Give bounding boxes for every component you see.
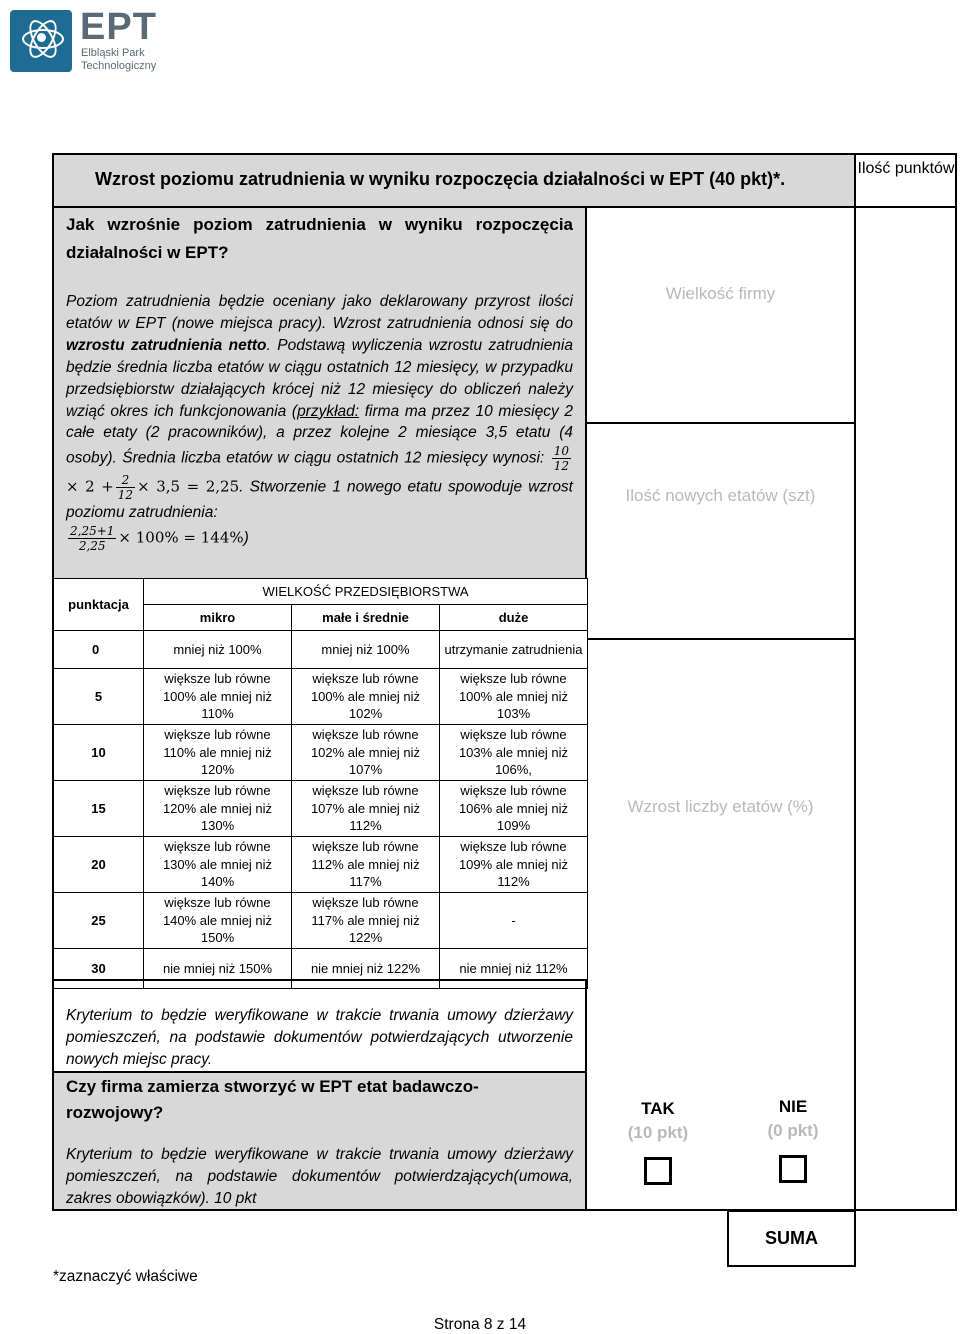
fraction-2-12: $\frac{2}{12}$	[117, 473, 134, 503]
example-label: przykład:	[297, 402, 360, 420]
criterion-employment: Kryterium to będzie weryfikowane w trakcie trwania umowy dzierżawy pomieszczeń, na podstawie dokumentów potwierdzających utworzenie nowych miejsc pracy.	[53, 979, 587, 1071]
table-row: 20 większe lub równe 130% ale mniej niż 140% większe lub równe 112% ale mniej niż 117% większe lub równe 109% ale mniej niż 112%	[54, 837, 588, 893]
table-row: 10 większe lub równe 110% ale mniej niż 120% większe lub równe 102% ale mniej niż 107% większe lub równe 103% ale mniej niż 106%,	[54, 725, 588, 781]
logo-subtitle: Elbląski Park Technologiczny	[81, 47, 157, 72]
new-jobs-placeholder: Ilość nowych etatów (szt)	[625, 486, 816, 505]
table-row: 0 mniej niż 100% mniej niż 100% utrzymanie zatrudnienia	[54, 631, 588, 669]
yes-checkbox[interactable]	[644, 1157, 672, 1185]
company-size-field[interactable]	[587, 208, 856, 424]
question-description: Poziom zatrudnienia będzie oceniany jako deklarowany przyrost ilości etatów w EPT (nowe miejsca pracy). Wzrost zatrudnienia odnosi się do wzrostu zatrudnienia netto. Podstawą wyliczenia wzrostu zatrudnienia będzie średnia liczba etatów w ciągu ostatnich 12 miesięcy, w przypadku przedsiębiorstw działających krócej niż 12 miesięcy do obliczeń należy wziąć okres ich funkcjonowania (przykład: firma ma przez 10 miesięcy 2 całe etaty (2 pracowników), a przez kolejne 2 miesiące 3,5 etatu (4 osoby). Średnia liczba etatów w ciągu ostatnich 12 miesięcy wynosi: $\frac{10}{12}$ × 2 + $\frac{2}{12}$ × 3,5 = 2,25. Stworzenie 1 nowego etatu spowoduje wzrost poziomu zatrudnienia: $\frac{2,25+1}{2,25}$ × 100% = 144%)	[66, 293, 573, 554]
yes-points: (10 pkt)	[627, 1123, 689, 1142]
sum-box: SUMA	[727, 1210, 856, 1267]
company-size-placeholder: Wielkość firmy	[665, 284, 776, 303]
rnd-criterion: Kryterium to będzie weryfikowane w trakcie trwania umowy dzierżawy pomieszczeń, na podstawie dokumentów potwierdzających(umowa, zakres obowiązków). 10 pkt	[66, 1146, 573, 1207]
question-title: Jak wzrośnie poziom zatrudnienia w wyniku rozpoczęcia działalności w EPT?	[66, 215, 573, 262]
growth-percent-placeholder: Wzrost liczby etatów (%)	[627, 797, 814, 816]
rnd-question-title: Czy firma zamierza stworzyć w EPT etat badawczo-rozwojowy?	[66, 1077, 479, 1122]
ept-logo-icon	[10, 10, 72, 72]
table-row: 25 większe lub równe 140% ale mniej niż 150% większe lub równe 117% ale mniej niż 122% -	[54, 893, 588, 949]
points-column-header: Ilość punktów	[856, 154, 956, 208]
table-row: 30 nie mniej niż 150% nie mniej niż 122% nie mniej niż 112%	[54, 949, 588, 989]
rnd-question	[53, 1071, 587, 1211]
fraction-growth: $\frac{2,25+1}{2,25}$	[70, 524, 115, 554]
no-checkbox[interactable]	[779, 1155, 807, 1183]
footnote: *zaznaczyć właściwe	[53, 1268, 198, 1285]
small-medium-header: małe i średnie	[292, 605, 440, 631]
choice-no	[735, 1095, 851, 1183]
section-title: Wzrost poziomu zatrudnienia w wyniku rozpoczęcia działalności w EPT (40 pkt)*.	[53, 154, 856, 208]
points-header-cell: punktacja	[54, 579, 144, 631]
choice-yes	[600, 1097, 716, 1185]
scoring-table	[53, 578, 588, 989]
no-points: (0 pkt)	[767, 1121, 819, 1140]
no-label: NIE	[778, 1097, 808, 1116]
logo-word: EPT	[80, 6, 157, 48]
yes-label: TAK	[641, 1099, 675, 1118]
new-jobs-field[interactable]	[587, 424, 856, 640]
large-header: duże	[440, 605, 588, 631]
sentence-new-job: Stworzenie 1 nowego etatu spowoduje wzrost poziomu zatrudnienia:	[66, 478, 573, 522]
table-row: 5 większe lub równe 100% ale mniej niż 110% większe lub równe 100% ale mniej niż 102% większe lub równe 100% ale mniej niż 103%	[54, 669, 588, 725]
net-growth-emphasis: wzrostu zatrudnienia netto	[66, 336, 267, 354]
employment-question	[53, 208, 587, 578]
page-number: Strona 8 z 14	[433, 1316, 527, 1333]
table-row: 15 większe lub równe 120% ale mniej niż 130% większe lub równe 107% ale mniej niż 112% większe lub równe 106% ale mniej niż 109%	[54, 781, 588, 837]
micro-header: mikro	[144, 605, 292, 631]
company-size-header: WIELKOŚĆ PRZEDSIĘBIORSTWA	[144, 579, 588, 605]
fraction-10-12: $\frac{10}{12}$	[553, 444, 569, 474]
